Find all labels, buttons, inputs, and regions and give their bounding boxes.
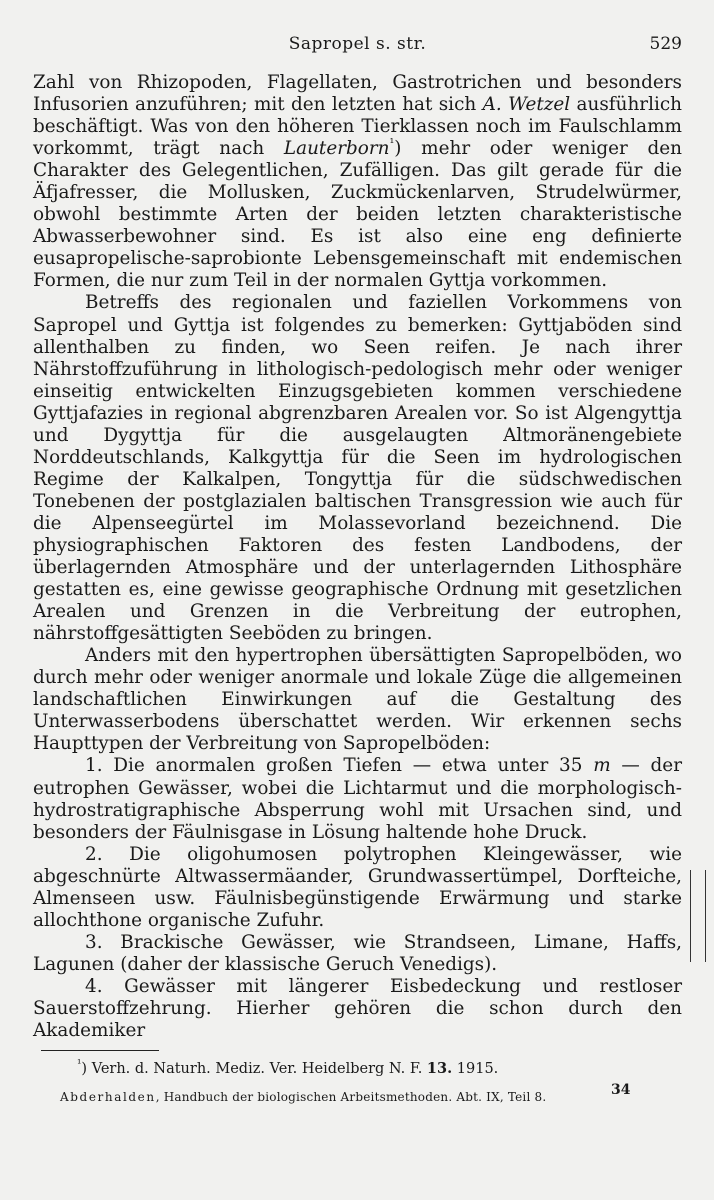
text-segment: 1. Die anormalen großen Tiefen — etwa unter 35 xyxy=(85,755,594,777)
paragraph xyxy=(33,645,682,755)
text-segment: Zahl von Rhizopoden, Flagellaten, Gastrotrichen und besonders Infusorien anzuführen; mit den letzten hat sich xyxy=(33,72,682,116)
paragraph xyxy=(33,755,682,843)
margin-marking xyxy=(690,870,706,962)
text-segment: Betreffs des regionalen und faziellen Vorkommens von Sapropel und Gyttja ist folgendes zu bemerken: Gyttjaböden sind allenthalben zu finden, wo Seen reifen. Je nach ihrer Nährstoffzuführung in lithologisch-pedologisch mehr oder weniger einseitig entwickelten Einzugsgebieten kommen verschiedene Gyttjafazies in regional abgrenzbaren Arealen vor. So ist Algengyttja und Dygyttja für die ausgelaugten Altmoränengebiete Norddeutschlands, Kalkgyttja für die Seen im hydrologischen Regime der Kalkalpen, Tongyttja für die südschwedischen Tonebenen der postglazialen baltischen Transgression wie auch für die Alpenseegürtel im Molassevorland bezeichnend. Die physiographischen Faktoren des festen Landbodens, der überlagernden Atmosphäre und der unterlagernden Lithosphäre gestatten es, eine gewisse geographische Ordnung mit gesetzlichen Arealen und Grenzen in die Verbreitung der eutrophen, nährstoffgesättigten Seeböden zu bringen. xyxy=(33,292,682,645)
running-title: Sapropel s. str. xyxy=(288,34,427,54)
running-head xyxy=(33,34,682,58)
footnote-text: ) Verh. d. Naturh. Mediz. Ver. Heidelberg N. F. xyxy=(81,1060,427,1077)
body-text xyxy=(33,72,682,1042)
page-number: 529 xyxy=(649,34,682,54)
text-segment: ausführlich beschäftigt. Was von den höheren Tierklassen noch im Faulschlamm vorkommt, trägt nach xyxy=(33,94,683,160)
imprint-author: Abderhalden xyxy=(60,1089,156,1104)
paragraph xyxy=(33,292,682,645)
paragraph xyxy=(33,72,682,292)
italic-text: m xyxy=(593,755,611,777)
italic-text: A. Wetzel xyxy=(482,94,571,116)
imprint xyxy=(60,1090,546,1104)
paragraph xyxy=(33,976,682,1042)
text-segment: 4. Gewässer mit längerer Eisbedeckung und restloser Sauerstoffzehrung. Hierher gehören die schon durch den Akademiker xyxy=(33,975,682,1042)
footnote-volume: 13. xyxy=(426,1059,453,1077)
footnote-year: 1915. xyxy=(452,1060,499,1077)
text-segment: — der eutrophen Gewässer, wobei die Lichtarmut und die morphologisch-hydrostratigraphische Absperrung wohl mit Ursachen sind, und besonders der Fäulnisgase in Lösung haltende hohe Druck. xyxy=(33,755,682,843)
text-segment: 3. Brackische Gewässer, wie Strandseen, Limane, Haffs, Lagunen (daher der klassische Geruch Venedigs). xyxy=(33,931,682,975)
footnote-marker: ¹ xyxy=(77,1057,82,1071)
text-segment: Anders mit den hypertrophen übersättigten Sapropelböden, wo durch mehr oder weniger anormale und lokale Züge die allgemeinen landschaftlichen Einwirkungen auf die Gestaltung des Unterwasserbodens überschattet werden. Wir erkennen sechs Haupttypen der Verbreitung von Sapropelböden: xyxy=(33,645,682,755)
signature-mark: 34 xyxy=(611,1081,631,1098)
text-segment: ) mehr oder weniger den Charakter des Gelegentlichen, Zufälligen. Das gilt gerade für die Äfjafresser, die Mollusken, Zuckmückenlarven, Strudelwürmer, obwohl bestimmte Arten der beiden letzten charakteristische Abwasserbewohner sind. Es ist also eine eng definierte eusapropelische-saprobionte Lebensgemeinschaft mit endemischen Formen, die nur zum Teil in der normalen Gyttja vorkommen. xyxy=(33,138,682,292)
paragraph xyxy=(33,844,682,932)
footnote-ref: ¹ xyxy=(389,136,395,151)
footnote-rule xyxy=(41,1050,159,1051)
imprint-line xyxy=(33,1081,682,1104)
footnote xyxy=(33,1055,682,1078)
imprint-text: , Handbuch der biologischen Arbeitsmethoden. Abt. IX, Teil 8. xyxy=(155,1089,547,1104)
italic-text: Lauterborn xyxy=(283,138,390,160)
paragraph xyxy=(33,932,682,976)
text-segment: 2. Die oligohumosen polytrophen Kleingewässer, wie abgeschnürte Altwassermäander, Grundwassertümpel, Dorfteiche, Almenseen usw. Fäulnisbegünstigende Erwärmung und starke allochthone organische Zufuhr. xyxy=(33,843,682,931)
